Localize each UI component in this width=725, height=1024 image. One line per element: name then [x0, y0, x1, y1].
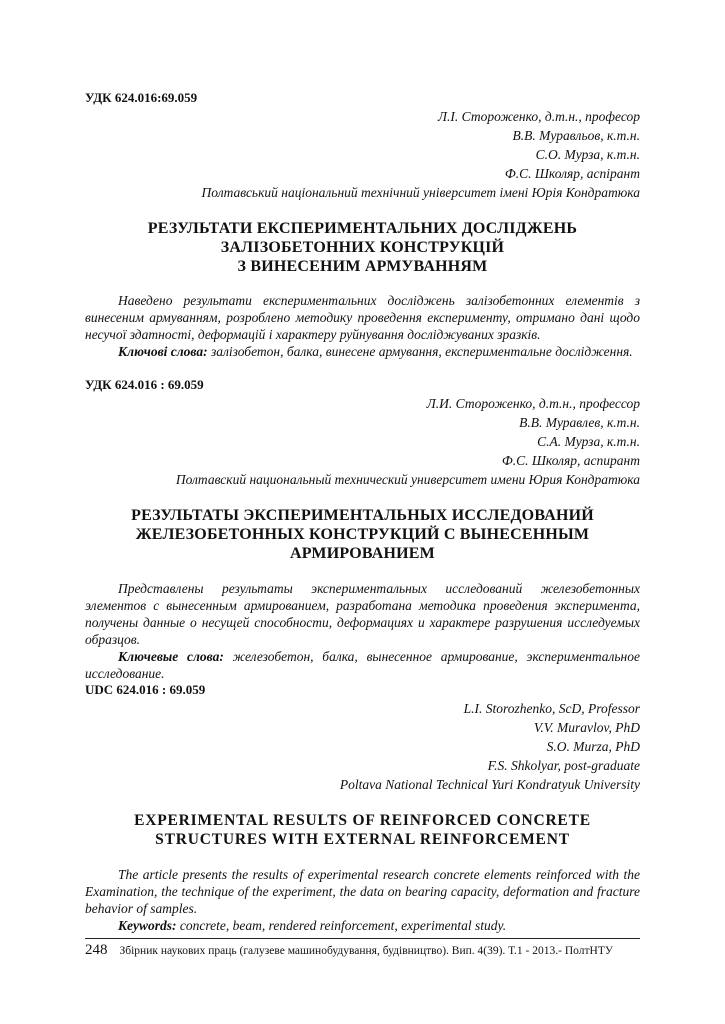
en-affiliation: Poltava National Technical Yuri Kondratyuk University — [339, 777, 640, 792]
en-title — [85, 811, 640, 849]
en-author-2: V.V. Muravlov, PhD — [533, 720, 640, 735]
en-author-3: S.O. Murza, PhD — [546, 739, 640, 754]
ru-title-line-1: РЕЗУЛЬТАТЫ ЭКСПЕРИМЕНТАЛЬНЫХ ИССЛЕДОВАНИЙ — [131, 507, 594, 524]
page-number: 248 — [85, 942, 108, 958]
en-abstract: The article presents the results of experimental research concrete elements reinforced with the Examination, the technique of the experiment, the data on bearing capacity, deformation and fracture behavior of samples. — [85, 867, 640, 916]
ua-author-1: Л.І. Стороженко, д.т.н., професор — [437, 109, 640, 124]
ua-abstract: Наведено результати експериментальних досліджень залізобетонних елементів з винесеним армуванням, розроблено методику проведення експерименту, отримано дані щодо несучої здатності, деформацій і характеру руйнування досліджуваних зразків. — [85, 293, 640, 342]
ru-abstract: Представлены результаты экспериментальных исследований железобетонных элементов с вынесенным армированием, разработана методика проведения эксперимента, получены данные о несущей способности, деформациях и характере разрушения исследуемых образцов. — [85, 581, 640, 647]
ru-title-line-2: ЖЕЛЕЗОБЕТОННЫХ КОНСТРУКЦИЙ С ВЫНЕСЕННЫМ — [135, 526, 590, 543]
ua-title-line-3: З ВИНЕСЕНИМ АРМУВАННЯМ — [237, 258, 488, 275]
ua-abstract-block — [85, 292, 640, 360]
ua-keywords-label: Ключові слова: — [118, 344, 208, 359]
ru-keywords-label: Ключевые слова: — [118, 649, 224, 664]
page-footer — [85, 942, 640, 959]
ru-section — [85, 377, 640, 682]
ua-author-2: В.В. Муравльов, к.т.н. — [512, 128, 640, 143]
ua-authors — [85, 107, 640, 202]
ua-title-line-1: РЕЗУЛЬТАТИ ЕКСПЕРИМЕНТАЛЬНИХ ДОСЛІДЖЕНЬ — [147, 220, 578, 237]
en-keywords-para — [85, 917, 640, 934]
en-abstract-block — [85, 866, 640, 934]
en-section — [85, 682, 640, 934]
ru-author-4: Ф.С. Школяр, аспирант — [501, 453, 640, 468]
ru-authors — [85, 394, 640, 489]
ru-author-2: В.В. Муравлев, к.т.н. — [519, 415, 640, 430]
ru-udc: УДК 624.016 : 69.059 — [85, 377, 204, 392]
en-authors — [85, 699, 640, 794]
ua-title-line-2: ЗАЛІЗОБЕТОННИХ КОНСТРУКЦІЙ — [220, 239, 505, 256]
ru-affiliation: Полтавский национальный технический университет имени Юрия Кондратюка — [175, 472, 640, 487]
ua-udc: УДК 624.016:69.059 — [85, 90, 198, 105]
en-keywords: concrete, beam, rendered reinforcement, experimental study. — [179, 918, 507, 933]
en-author-1: L.I. Storozhenko, ScD, Professor — [463, 701, 640, 716]
ru-abstract-block — [85, 580, 640, 682]
ua-affiliation: Полтавський національний технічний університет імені Юрія Кондратюка — [201, 185, 640, 200]
ru-keywords-para — [85, 648, 640, 682]
ru-title — [85, 506, 640, 563]
ua-section — [85, 90, 640, 360]
en-udc: UDC 624.016 : 69.059 — [85, 682, 206, 697]
en-author-4: F.S. Shkolyar, post-graduate — [487, 758, 640, 773]
ru-keywords: железобетон, балка, вынесенное армирование, экспериментальное исследование. — [85, 649, 640, 681]
ua-title — [85, 219, 640, 276]
ru-title-line-3: АРМИРОВАНИЕМ — [290, 545, 435, 562]
ua-author-3: С.О. Мурза, к.т.н. — [535, 147, 640, 162]
ua-keywords: залізобетон, балка, винесене армування, експериментальне дослідження. — [210, 344, 633, 359]
ua-keywords-para — [85, 343, 640, 360]
footer-rule — [85, 938, 640, 939]
en-keywords-label: Keywords: — [118, 918, 177, 933]
en-title-line-1: EXPERIMENTAL RESULTS OF REINFORCED CONCRETE — [134, 812, 591, 829]
ru-author-1: Л.И. Стороженко, д.т.н., профессор — [426, 396, 640, 411]
ru-author-3: С.А. Мурза, к.т.н. — [537, 434, 640, 449]
ua-author-4: Ф.С. Школяр, аспірант — [504, 166, 640, 181]
en-title-line-2: STRUCTURES WITH EXTERNAL REINFORCEMENT — [155, 831, 570, 848]
journal-citation: Збірник наукових праць (галузеве машинобудування, будівництво). Вип. 4(39). Т.1 - 2013.- ПолтНТУ — [119, 945, 613, 957]
